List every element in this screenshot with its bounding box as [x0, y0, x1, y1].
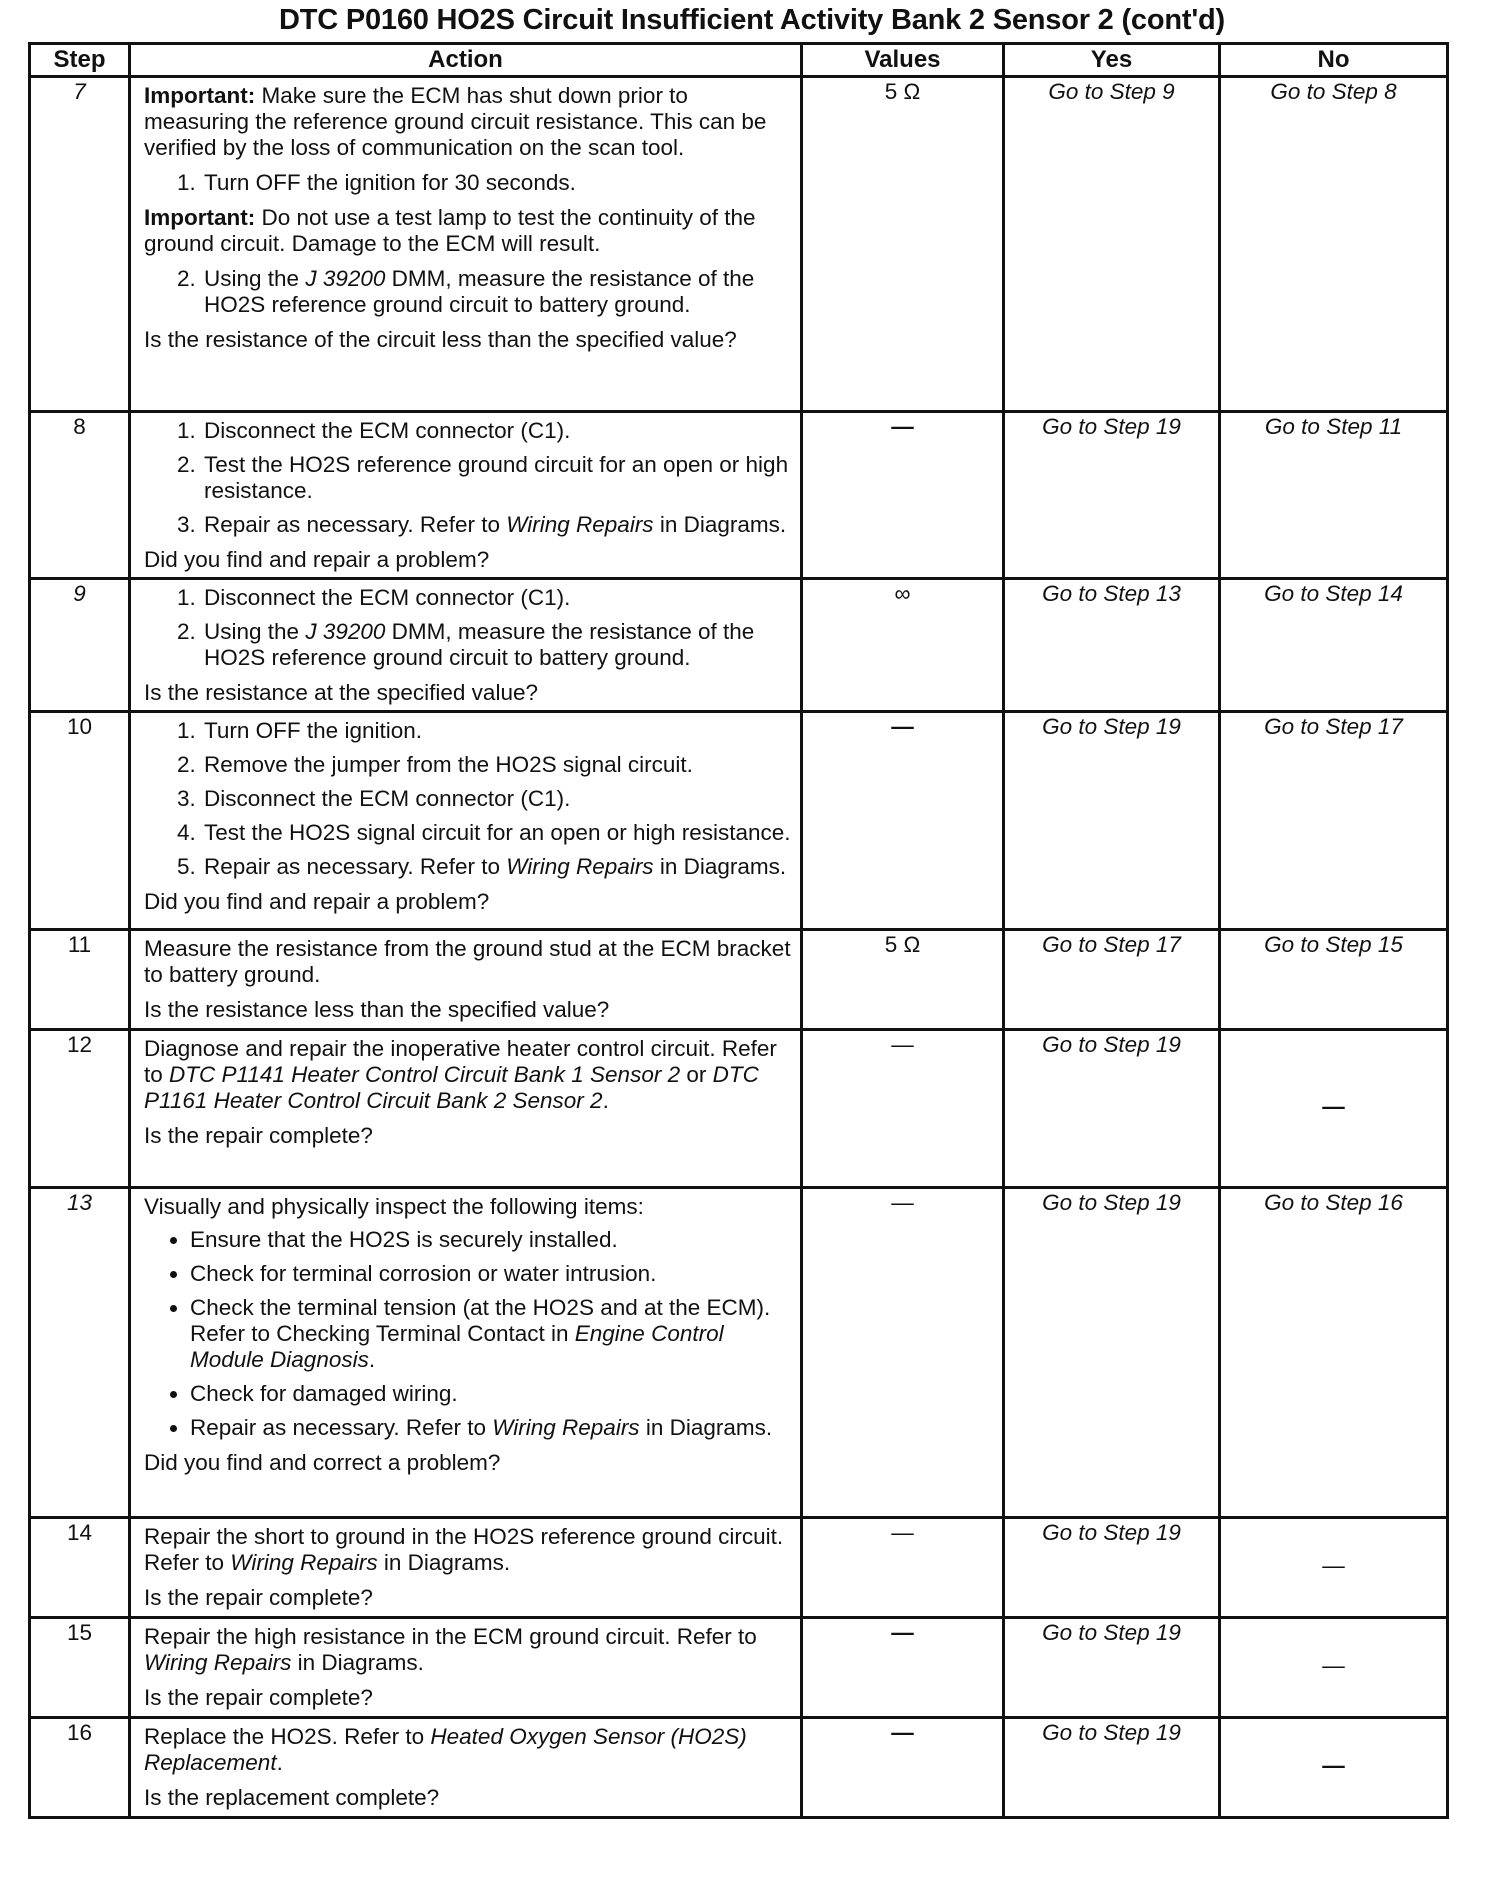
yes-cell: Go to Step 19: [1004, 1030, 1220, 1188]
no-cell: —: [1220, 1030, 1448, 1188]
action-text: Visually and physically inspect the following items:: [144, 1194, 644, 1219]
yes-cell: Go to Step 19: [1004, 712, 1220, 930]
inspection-list: [144, 1227, 792, 1441]
step-number: 7: [30, 77, 130, 412]
table-row: [30, 1718, 1448, 1818]
header-no: No: [1220, 44, 1448, 77]
list-item: • Check the terminal tension (at the HO2S and at the ECM). Refer to Checking Terminal Contact in Engine Control Module Diagnosis.: [190, 1295, 792, 1373]
action-step: 2. Using the J 39200 DMM, measure the resistance of the HO2S reference ground circuit to battery ground.: [202, 266, 792, 318]
yes-cell: Go to Step 19: [1004, 1618, 1220, 1718]
action-step: 2. Test the HO2S reference ground circuit for an open or high resistance.: [202, 452, 792, 504]
no-cell: Go to Step 11: [1220, 412, 1448, 579]
no-cell: Go to Step 17: [1220, 712, 1448, 930]
value-cell: —: [802, 1718, 1004, 1818]
action-cell: [130, 1518, 802, 1618]
header-step: Step: [30, 44, 130, 77]
action-text: Diagnose and repair the inoperative heater control circuit. Refer to DTC P1141 Heater Control Circuit Bank 1 Sensor 2 or DTC P1161 Heater Control Circuit Bank 2 Sensor 2.: [144, 1036, 777, 1113]
list-item: • Repair as necessary. Refer to Wiring Repairs in Diagrams.: [190, 1415, 792, 1441]
step-number: 13: [30, 1188, 130, 1518]
action-question: Is the resistance of the circuit less than the specified value?: [144, 327, 737, 352]
action-steps: [144, 266, 792, 318]
important-note: Important: Do not use a test lamp to test the continuity of the ground circuit. Damage to the ECM will result.: [144, 205, 756, 256]
table-row: [30, 579, 1448, 712]
no-cell: —: [1220, 1618, 1448, 1718]
action-step: 4. Test the HO2S signal circuit for an open or high resistance.: [202, 820, 792, 846]
action-cell: [130, 1618, 802, 1718]
value-cell: 5 Ω: [802, 930, 1004, 1030]
value-cell: ∞: [802, 579, 1004, 712]
action-steps: [144, 718, 792, 880]
yes-cell: Go to Step 19: [1004, 1188, 1220, 1518]
action-step: 3. Repair as necessary. Refer to Wiring Repairs in Diagrams.: [202, 512, 792, 538]
no-cell: —: [1220, 1718, 1448, 1818]
action-step: 2. Using the J 39200 DMM, measure the resistance of the HO2S reference ground circuit to battery ground.: [202, 619, 792, 671]
yes-cell: Go to Step 17: [1004, 930, 1220, 1030]
action-cell: [130, 77, 802, 412]
action-question: Is the repair complete?: [144, 1123, 373, 1148]
action-step: 5. Repair as necessary. Refer to Wiring Repairs in Diagrams.: [202, 854, 792, 880]
list-item: • Check for damaged wiring.: [190, 1381, 792, 1407]
action-question: Is the repair complete?: [144, 1585, 373, 1610]
no-cell: Go to Step 16: [1220, 1188, 1448, 1518]
step-number: 14: [30, 1518, 130, 1618]
table-row: [30, 412, 1448, 579]
yes-cell: Go to Step 19: [1004, 412, 1220, 579]
value-cell: —: [802, 1618, 1004, 1718]
value-cell: —: [802, 1030, 1004, 1188]
action-question: Is the repair complete?: [144, 1685, 373, 1710]
no-cell: Go to Step 14: [1220, 579, 1448, 712]
action-cell: [130, 1718, 802, 1818]
header-yes: Yes: [1004, 44, 1220, 77]
action-step: 1. Disconnect the ECM connector (C1).: [202, 418, 792, 444]
yes-cell: Go to Step 19: [1004, 1518, 1220, 1618]
action-step: 1. Turn OFF the ignition for 30 seconds.: [202, 170, 792, 196]
table-row: [30, 712, 1448, 930]
table-row: [30, 77, 1448, 412]
step-number: 8: [30, 412, 130, 579]
action-text: Repair the short to ground in the HO2S reference ground circuit. Refer to Wiring Repairs in Diagrams.: [144, 1524, 784, 1575]
action-question: Is the resistance at the specified value?: [144, 680, 538, 705]
step-number: 10: [30, 712, 130, 930]
value-cell: 5 Ω: [802, 77, 1004, 412]
action-step: 3. Disconnect the ECM connector (C1).: [202, 786, 792, 812]
action-step: 1. Turn OFF the ignition.: [202, 718, 792, 744]
action-steps: [144, 170, 792, 196]
value-cell: —: [802, 1188, 1004, 1518]
action-steps: [144, 585, 792, 671]
value-cell: —: [802, 1518, 1004, 1618]
no-cell: Go to Step 8: [1220, 77, 1448, 412]
action-question: Is the replacement complete?: [144, 1785, 440, 1810]
value-cell: —: [802, 712, 1004, 930]
action-step: 2. Remove the jumper from the HO2S signal circuit.: [202, 752, 792, 778]
yes-cell: Go to Step 19: [1004, 1718, 1220, 1818]
action-text: Replace the HO2S. Refer to Heated Oxygen Sensor (HO2S) Replacement.: [144, 1724, 747, 1775]
action-text: Measure the resistance from the ground stud at the ECM bracket to battery ground.: [144, 936, 791, 987]
action-question: Did you find and correct a problem?: [144, 1450, 501, 1475]
table-row: [30, 1618, 1448, 1718]
action-cell: [130, 1030, 802, 1188]
step-number: 9: [30, 579, 130, 712]
list-item: • Check for terminal corrosion or water intrusion.: [190, 1261, 792, 1287]
action-question: Did you find and repair a problem?: [144, 889, 490, 914]
table-header-row: [30, 44, 1448, 77]
header-action: Action: [130, 44, 802, 77]
table-row: [30, 1518, 1448, 1618]
action-question: Did you find and repair a problem?: [144, 547, 490, 572]
table-row: [30, 930, 1448, 1030]
step-number: 12: [30, 1030, 130, 1188]
header-values: Values: [802, 44, 1004, 77]
action-cell: [130, 930, 802, 1030]
step-number: 11: [30, 930, 130, 1030]
action-cell: [130, 1188, 802, 1518]
action-question: Is the resistance less than the specified value?: [144, 997, 610, 1022]
page-title: DTC P0160 HO2S Circuit Insufficient Activity Bank 2 Sensor 2 (cont'd): [278, 4, 1226, 36]
step-number: 16: [30, 1718, 130, 1818]
no-cell: Go to Step 15: [1220, 930, 1448, 1030]
action-text: Repair the high resistance in the ECM ground circuit. Refer to Wiring Repairs in Diagrams.: [144, 1624, 757, 1675]
table-row: [30, 1188, 1448, 1518]
action-cell: [130, 579, 802, 712]
yes-cell: Go to Step 9: [1004, 77, 1220, 412]
action-step: 1. Disconnect the ECM connector (C1).: [202, 585, 792, 611]
action-steps: [144, 418, 792, 538]
table-row: [30, 1030, 1448, 1188]
value-cell: —: [802, 412, 1004, 579]
no-cell: —: [1220, 1518, 1448, 1618]
yes-cell: Go to Step 13: [1004, 579, 1220, 712]
diagnostic-table: [28, 42, 1449, 1819]
action-cell: [130, 412, 802, 579]
important-note: Important: Make sure the ECM has shut down prior to measuring the reference ground circuit resistance. This can be verified by the loss of communication on the scan tool.: [144, 83, 767, 160]
step-number: 15: [30, 1618, 130, 1718]
action-cell: [130, 712, 802, 930]
list-item: • Ensure that the HO2S is securely installed.: [190, 1227, 792, 1253]
